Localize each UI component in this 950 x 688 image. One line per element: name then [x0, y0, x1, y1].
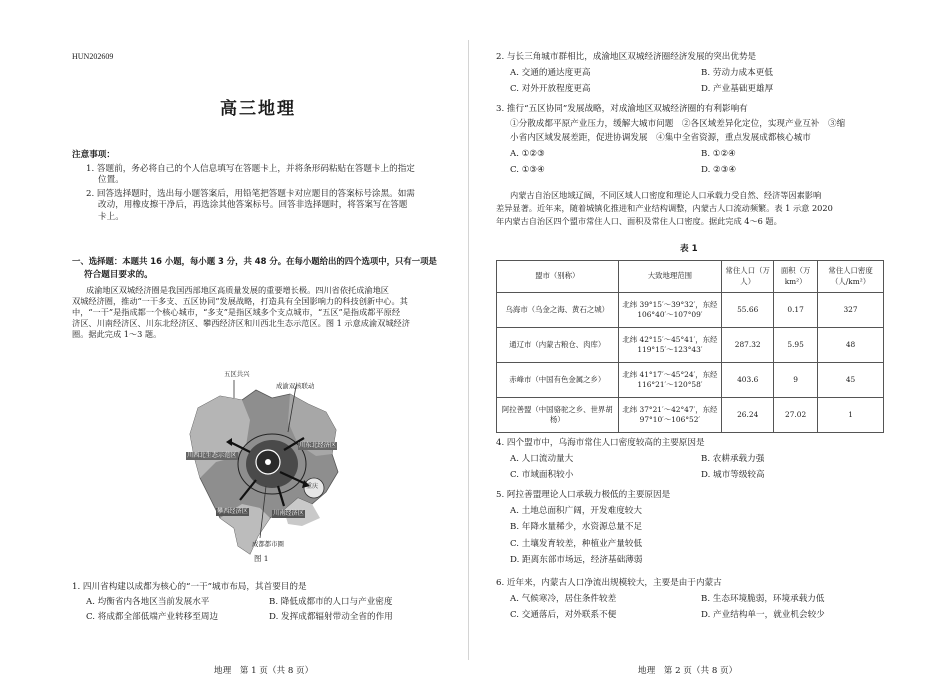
- table-cell: 北纬 41°17′～45°24′，东经 116°21′～120°58′: [618, 363, 722, 398]
- question-3: [496, 104, 884, 177]
- q3-option-b[interactable]: B. ①②④: [701, 148, 736, 159]
- intro-line: 双城经济圈，推动“一干多支、五区协同”发展战略，打造具有全国影响力的科技创新中心。其: [72, 296, 408, 306]
- question-2: [496, 52, 884, 96]
- q4-option-d[interactable]: D. 城市等级较高: [701, 470, 765, 481]
- q3-stem: 3. 推行“五区协同”发展战略，对成渝地区双城经济圈的有利影响有: [496, 104, 748, 114]
- table-cell: 55.66: [722, 293, 774, 328]
- q5-option-a[interactable]: A. 土地总面积广阔，开发难度较大: [510, 505, 642, 516]
- table-row: [497, 328, 884, 363]
- table-row: [497, 398, 884, 433]
- q6-stem: 6. 近年来，内蒙古人口净流出规模较大，主要是由于内蒙古: [496, 578, 722, 588]
- figure1-caption: 图 1: [254, 554, 269, 563]
- intro2-line: 差异显著。近年来，随着城镇化推进和产业结构调整，内蒙古人口流动频繁。表 1 示意 2020: [496, 203, 833, 214]
- note-line: 1. 答题前，务必将自己的个人信息填写在答题卡上，并将条形码粘贴在答题卡上的指定: [86, 163, 415, 174]
- table-header-cell: 常住人口密度（人/km²）: [818, 261, 884, 293]
- map-label-panxi: 攀西经济区: [217, 508, 248, 515]
- q2-option-b[interactable]: B. 劳动力成本更低: [701, 67, 773, 78]
- table-header-cell: 盟市（别称）: [497, 261, 619, 293]
- table-cell: 通辽市（内蒙古粮仓、肉库）: [497, 328, 619, 363]
- q5-option-d[interactable]: D. 距离东部市场远，经济基础薄弱: [510, 555, 643, 566]
- q3-line: ①分散成都平原产业压力，缓解大城市问题 ②各区域差异化定位，实现产业互补 ③缩: [510, 118, 846, 129]
- q4-stem: 4. 四个盟市中，乌海市常住人口密度较高的主要原因是: [496, 438, 705, 448]
- q3-line: 小省内区域发展差距，促进协调发展 ④集中全省资源，重点发展成都核心城市: [510, 133, 811, 144]
- exam-title: 高三地理: [220, 99, 296, 119]
- q3-option-d[interactable]: D. ②③④: [701, 165, 737, 176]
- q4-option-c[interactable]: C. 市域面积较小: [510, 470, 574, 481]
- q1-options: [72, 597, 444, 624]
- q6-option-c[interactable]: C. 交通落后，对外联系不便: [510, 610, 617, 621]
- q5-options: [496, 506, 884, 567]
- q6-options: [496, 594, 884, 622]
- q6-option-d[interactable]: D. 产业结构单一，就业机会较少: [701, 610, 825, 621]
- table-cell: 5.95: [774, 328, 818, 363]
- note-line: 位置。: [98, 175, 124, 186]
- table1-grid: [496, 260, 884, 433]
- map-label-chuandongbei: 川东北经济区: [299, 442, 337, 449]
- q4-option-b[interactable]: B. 农耕承载力强: [701, 453, 765, 464]
- table-cell: 403.6: [722, 363, 774, 398]
- question-6: [496, 578, 884, 622]
- q5-option-c[interactable]: C. 土壤发育较差，种植业产量较低: [510, 538, 643, 549]
- figure1: [180, 368, 350, 568]
- table-cell: 27.02: [774, 398, 818, 433]
- footer-left: 地理 第 1 页（共 8 页）: [214, 666, 314, 676]
- section1-intro: [72, 285, 452, 340]
- q4-options: [496, 454, 884, 482]
- section1-heading-cont: 符合题目要求的。: [84, 270, 153, 281]
- map-label-chengdu-ring: 成都都市圈: [252, 540, 284, 548]
- table1: [496, 260, 884, 433]
- q1-option-b[interactable]: B. 降低成都市的人口与产业密度: [269, 596, 393, 607]
- table-header-cell: 大致地理范围: [618, 261, 722, 293]
- table-cell: 45: [818, 363, 884, 398]
- section1-heading: 一、选择题：本题共 16 小题，每小题 3 分，共 48 分。在每小题给出的四个选项中，只有一项是: [72, 256, 437, 266]
- note-line: 2. 回答选择题时，选出每小题答案后，用铅笔把答题卡对应题目的答案标号涂黑。如需: [86, 188, 415, 199]
- notes-heading: 注意事项：: [72, 150, 115, 160]
- q5-option-b[interactable]: B. 年降水量稀少，水资源总量不足: [510, 522, 643, 533]
- map-label-chuannan: 川南经济区: [273, 510, 304, 517]
- map-label-top: 五区共兴: [224, 370, 250, 378]
- table-cell: 327: [818, 293, 884, 328]
- footer-right: 地理 第 2 页（共 8 页）: [638, 666, 738, 676]
- table-cell: 287.32: [722, 328, 774, 363]
- table-cell: 26.24: [722, 398, 774, 433]
- intro2-line: 内蒙古自治区地域辽阔，不同区域人口密度和理论人口承载力受自然、经济等因素影响: [510, 190, 822, 200]
- q1-option-a[interactable]: A. 均衡省内各地区当前发展水平: [86, 596, 210, 607]
- map-label-chongqing: 重庆: [306, 483, 319, 490]
- column-divider: [468, 40, 469, 660]
- note-line: 卡上。: [98, 211, 124, 222]
- table-cell: 1: [818, 398, 884, 433]
- q1-stem: 1. 四川省构建以成都为核心的“一干”城市布局，其首要目的是: [72, 582, 307, 592]
- section1: [72, 256, 452, 340]
- table-cell: 阿拉善盟（中国骆驼之乡、世界胡杨）: [497, 398, 619, 433]
- table-header-cell: 常住人口（万人）: [722, 261, 774, 293]
- table-cell: 48: [818, 328, 884, 363]
- intro2-line: 年内蒙古自治区四个盟市常住人口、面积及常住人口密度。据此完成 4～6 题。: [496, 216, 782, 227]
- question-4: [496, 438, 884, 482]
- q1-option-d[interactable]: D. 发挥成都辐射带动全省的作用: [269, 612, 393, 623]
- q3-option-c[interactable]: C. ①③④: [510, 165, 545, 176]
- q2-option-d[interactable]: D. 产业基础更雄厚: [701, 84, 774, 95]
- question-1: [72, 582, 444, 624]
- q2-option-a[interactable]: A. 交通的通达度更高: [510, 67, 591, 78]
- table-cell: 北纬 37°21′～42°47′，东经 97°10′～106°52′: [618, 398, 722, 433]
- q6-option-a[interactable]: A. 气候寒冷，居住条件较差: [510, 593, 617, 604]
- table-header-row: [497, 261, 884, 293]
- exam-code: HUN202609: [72, 52, 114, 61]
- sichuan-map: [180, 368, 350, 568]
- map-label-chuanxibei: 川西北生态示范区: [187, 452, 237, 459]
- table-row: [497, 363, 884, 398]
- q2-stem: 2. 与长三角城市群相比，成渝地区双城经济圈经济发展的突出优势是: [496, 52, 757, 62]
- table-cell: 赤峰市（中国有色金属之乡）: [497, 363, 619, 398]
- notes-section: [72, 150, 444, 224]
- q6-option-b[interactable]: B. 生态环境脆弱，环境承载力低: [701, 593, 825, 604]
- q5-stem: 5. 阿拉善盟理论人口承载力极低的主要原因是: [496, 490, 671, 500]
- table-cell: 9: [774, 363, 818, 398]
- table-cell: 0.17: [774, 293, 818, 328]
- intro-line: 济区、川南经济区、川东北经济区、攀西经济区和川西北生态示范区。图 1 示意成渝双城经济: [72, 318, 410, 329]
- table-cell: 北纬 39°15′～39°32′，东经 106°40′～107°09′: [618, 293, 722, 328]
- table-header-cell: 面积（万 km²）: [774, 261, 818, 293]
- q2-options: [496, 68, 884, 96]
- note-line: 改动，用橡皮擦干净后，再选涂其他答案标号。回答非选择题时，将答案写在答题: [98, 200, 408, 211]
- intro-line: 圈。据此完成 1～3 题。: [72, 329, 162, 340]
- table-row: [497, 293, 884, 328]
- q4-option-a[interactable]: A. 人口流动量大: [510, 453, 574, 464]
- q1-option-c[interactable]: C. 将成都全部低端产业转移至周边: [86, 612, 219, 623]
- q3-option-a[interactable]: A. ①②③: [510, 148, 545, 159]
- table1-caption: 表 1: [680, 244, 698, 254]
- q2-option-c[interactable]: C. 对外开放程度更高: [510, 84, 591, 95]
- question-5: [496, 490, 884, 567]
- q3-options: [496, 149, 884, 177]
- intro2: [496, 190, 888, 227]
- table-cell: 乌海市（乌金之海、黄石之城）: [497, 293, 619, 328]
- intro-line: 成渝地区双城经济圈是我国西部地区高质量发展的重要增长极。四川省依托成渝地区: [86, 284, 389, 295]
- intro-line: 中，“一干”是指成都一个核心城市，“多支”是指区域多个支点城市，“五区”是指成都平原经: [72, 307, 401, 318]
- map-label-shuangcheng: 成渝双核联动: [276, 382, 315, 390]
- table-cell: 北纬 42°15′～45°41′，东经 119°15′～123°43′: [618, 328, 722, 363]
